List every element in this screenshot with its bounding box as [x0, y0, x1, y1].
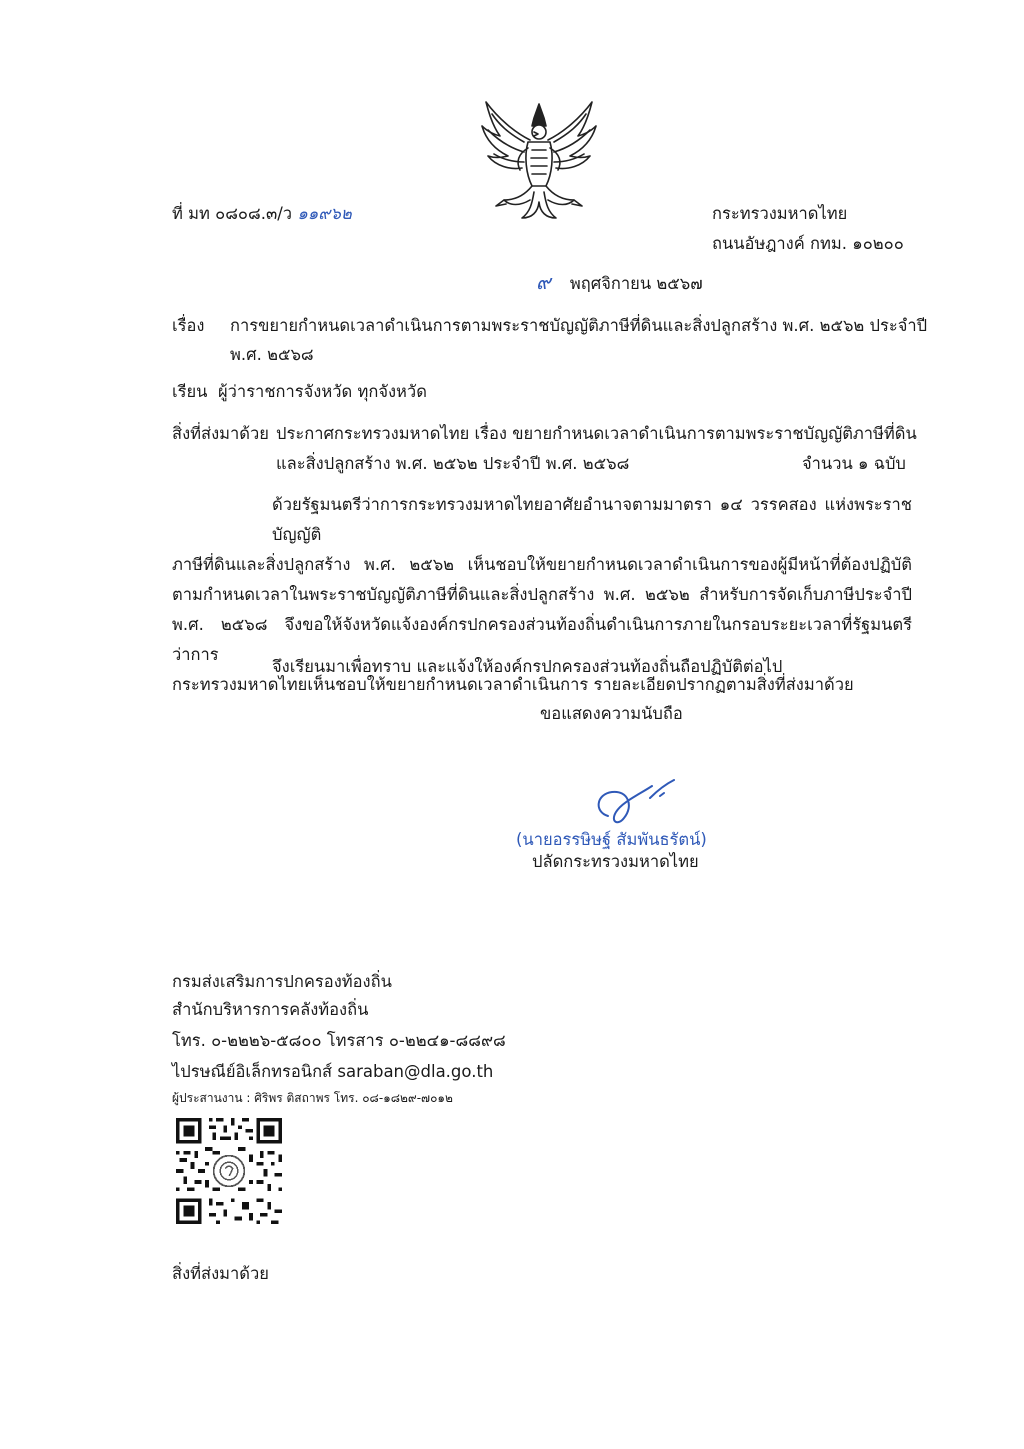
qr-code-icon[interactable]	[176, 1118, 282, 1224]
recipient-text: ผู้ว่าราชการจังหวัด ทุกจังหวัด	[218, 382, 427, 401]
footer-phone: โทร. ๐-๒๒๒๖-๕๘๐๐ โทรสาร ๐-๒๒๔๑-๘๘๙๘	[172, 1031, 506, 1050]
body-paragraph-2: จึงเรียนมาเพื่อทราบ และแจ้งให้องค์กรปกครองส่วนท้องถิ่นถือปฏิบัติต่อไป	[272, 657, 783, 676]
garuda-emblem-icon	[474, 96, 604, 226]
footer-office: สำนักบริหารการคลังท้องถิ่น	[172, 1000, 369, 1019]
footer-email: ไปรษณีย์อิเล็กทรอนิกส์ saraban@dla.go.th	[172, 1062, 494, 1081]
recipient-label: เรียน	[172, 382, 208, 401]
ministry-address: ถนนอัษฎางค์ กทม. ๑๐๒๐๐	[712, 234, 904, 253]
reference-number: ๑๑๙๖๒	[297, 204, 352, 223]
body-line-2: ภาษีที่ดินและสิ่งปลูกสร้าง พ.ศ. ๒๕๖๒ เห็นชอบให้ขยายกำหนดเวลาดำเนินการของผู้มีหน้าที่ต้องปฏิบัติ	[172, 555, 912, 574]
footer-department: กรมส่งเสริมการปกครองท้องถิ่น	[172, 972, 392, 991]
body-line-4: พ.ศ. ๒๕๖๘ จึงขอให้จังหวัดแจ้งองค์กรปกครองส่วนท้องถิ่นดำเนินการภายในกรอบระยะเวลาที่รัฐมนตรีว่าการ	[172, 615, 912, 664]
subject-line-2: พ.ศ. ๒๕๖๘	[230, 345, 314, 364]
handwritten-signature-icon	[590, 776, 680, 834]
enclosure-count: จำนวน ๑ ฉบับ	[802, 454, 906, 473]
reference-line	[172, 204, 352, 224]
subject-line-1: การขยายกำหนดเวลาดำเนินการตามพระราชบัญญัติภาษีที่ดินและสิ่งปลูกสร้าง พ.ศ. ๒๕๖๒ ประจำปี	[230, 316, 928, 335]
body-line-5: กระทรวงมหาดไทยเห็นชอบให้ขยายกำหนดเวลาดำเนินการ รายละเอียดปรากฏตามสิ่งที่ส่งมาด้วย	[172, 675, 854, 694]
body-line-3: ตามกำหนดเวลาในพระราชบัญญัติภาษีที่ดินและสิ่งปลูกสร้าง พ.ศ. ๒๕๖๒ สำหรับการจัดเก็บภาษีประจำปี	[172, 585, 912, 604]
date-day: ๙	[536, 270, 551, 294]
reference-prefix: ที่ มท ๐๘๐๘.๓/ว	[172, 204, 293, 223]
subject-label: เรื่อง	[172, 316, 205, 335]
enclosure-line-1: ประกาศกระทรวงมหาดไทย เรื่อง ขยายกำหนดเวลาดำเนินการตามพระราชบัญญัติภาษีที่ดิน	[276, 424, 917, 443]
enclosure-note: สิ่งที่ส่งมาด้วย	[172, 1264, 269, 1283]
enclosure-label: สิ่งที่ส่งมาด้วย	[172, 424, 269, 443]
document-date	[536, 272, 703, 294]
signatory-position: ปลัดกระทรวงมหาดไทย	[532, 852, 699, 871]
footer-coordinator: ผู้ประสานงาน : ศิริพร ติสถาพร โทร. ๐๘-๑๘๒๙-๗๐๑๒	[172, 1091, 453, 1105]
enclosure-line-2: และสิ่งปลูกสร้าง พ.ศ. ๒๕๖๒ ประจำปี พ.ศ. ๒๕๖๘	[276, 454, 630, 473]
closing-phrase: ขอแสดงความนับถือ	[540, 704, 683, 723]
body-line-1: ด้วยรัฐมนตรีว่าการกระทรวงมหาดไทยอาศัยอำนาจตามมาตรา ๑๔ วรรคสอง แห่งพระราชบัญญัติ	[272, 495, 912, 544]
signatory-name: (นายอรรษิษฐ์ สัมพันธรัตน์)	[516, 830, 707, 849]
ministry-name: กระทรวงมหาดไทย	[712, 204, 848, 223]
date-month-year: พฤศจิกายน ๒๕๖๗	[569, 274, 703, 293]
